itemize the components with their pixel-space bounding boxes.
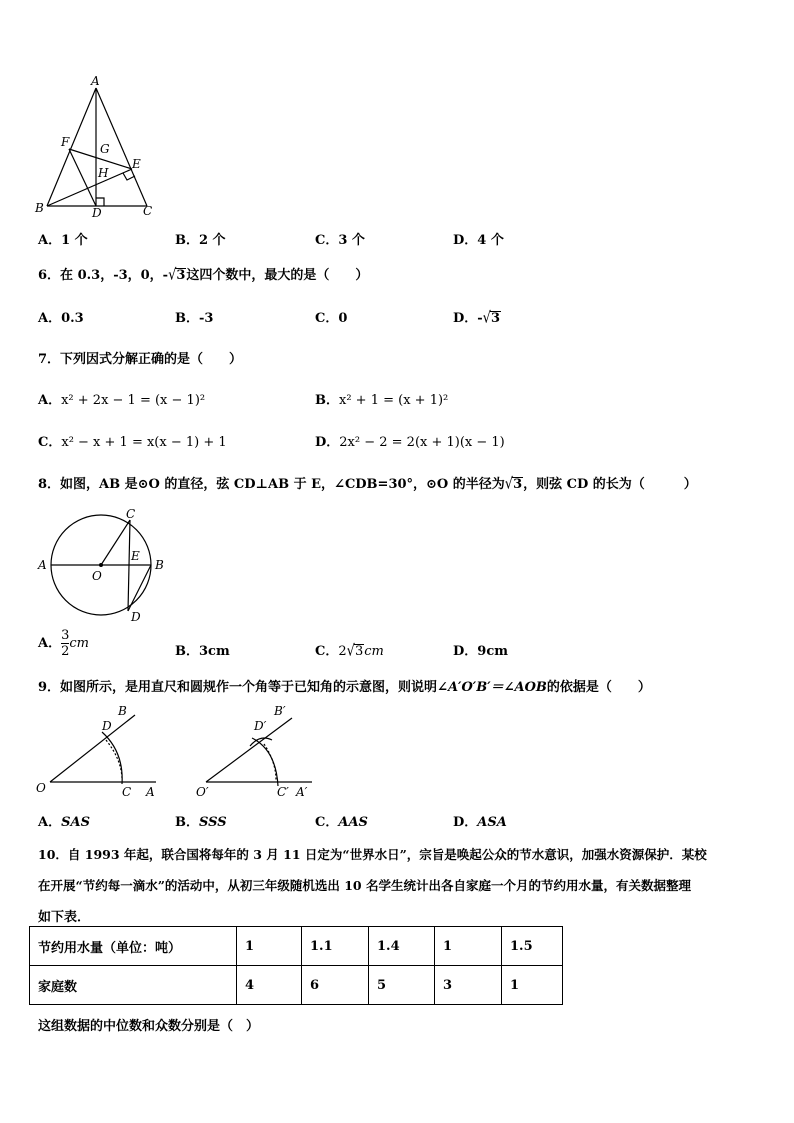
q6-option-d-prefix: D．- — [453, 311, 483, 326]
q8-sqrt-value: 3 — [513, 477, 523, 492]
table-cell: 1.4 — [369, 927, 435, 966]
circle-label-C: C — [126, 507, 136, 521]
table-row — [30, 927, 563, 966]
fig2-label-C: C′ — [277, 785, 289, 799]
q8-option-c-label: C． — [315, 644, 339, 659]
q6-sqrt-value: 3 — [176, 268, 186, 283]
q7-option-c[interactable] — [38, 431, 227, 450]
q7-option-c-expr: x² − x + 1 = x(x − 1) + 1 — [61, 435, 227, 450]
q9-option-c[interactable] — [315, 811, 368, 830]
table-cell: 1 — [237, 927, 302, 966]
q10-stem-line-3: 如下表． — [38, 910, 91, 925]
fig2-label-O: O′ — [196, 785, 209, 799]
point-label-H: H — [98, 166, 109, 180]
q7-option-c-label: C． — [38, 435, 62, 450]
q7-option-d[interactable] — [315, 431, 505, 450]
q9-option-d[interactable] — [453, 811, 507, 830]
q6-stem: 6．在 0.3，-3，0，-√3这四个数中，最大的是（ ） — [38, 266, 369, 285]
q6-option-c[interactable]: C．0 — [315, 311, 348, 326]
circle-label-B: B — [155, 558, 164, 572]
q7-option-a-expr: x² + 2x − 1 = (x − 1)² — [61, 393, 206, 408]
q6-stem-text-end: 这四个数中，最大的是（ ） — [186, 268, 369, 283]
q9-option-c-label: C． — [315, 815, 339, 830]
q6-option-a[interactable]: A．0.3 — [38, 311, 84, 326]
table-cell: 1 — [435, 927, 502, 966]
point-label-E: E — [132, 157, 141, 171]
q6-option-d[interactable]: D．-√3 — [453, 309, 501, 328]
q5-option-c[interactable]: C．3 个 — [315, 233, 365, 248]
q7-option-b[interactable] — [315, 389, 448, 408]
table-cell: 6 — [302, 966, 369, 1005]
table-row — [30, 966, 563, 1005]
fig1-label-A: A — [146, 785, 155, 799]
q8-option-c-coef: 2 — [338, 644, 347, 659]
q9-stem — [38, 676, 651, 695]
q8-option-a-unit: cm — [69, 636, 89, 651]
circle-label-A: A — [38, 558, 47, 572]
q9-option-b-value: SSS — [199, 815, 227, 830]
point-label-F: F — [61, 135, 70, 149]
q9-option-b-label: B． — [175, 815, 199, 830]
q7-stem: 7．下列因式分解正确的是（ ） — [38, 352, 243, 367]
circle-label-O: O — [92, 569, 102, 583]
table-cell: 5 — [369, 966, 435, 1005]
q9-option-a-label: A． — [38, 815, 62, 830]
q7-option-b-expr: x² + 1 = (x + 1)² — [339, 393, 449, 408]
q9-stem-math: ∠A′O′B′＝∠AOB — [437, 680, 547, 695]
table-cell: 1.1 — [302, 927, 369, 966]
q8-stem: 8．如图，AB 是⊙O 的直径，弦 CD⊥AB 于 E，∠CDB=30°，⊙O 的半径为√3，则弦 CD 的长为（ ） — [38, 475, 697, 494]
q10-stem-line-1: 10．自 1993 年起，联合国将每年的 3 月 11 日定为“世界水日”，宗旨是唤起公众的节水意识，加强水资源保护．某校 — [38, 847, 707, 862]
q6-option-b[interactable]: B．-3 — [175, 311, 214, 326]
circle-label-E: E — [131, 549, 140, 563]
q8-option-c[interactable]: C．2√3cm — [315, 642, 384, 661]
point-label-D: D — [92, 206, 102, 220]
q7-option-a-label: A． — [38, 393, 62, 408]
circle-figure — [30, 505, 175, 623]
water-saving-table — [29, 926, 563, 1005]
point-label-B: B — [35, 201, 44, 215]
q7-option-b-label: B． — [315, 393, 339, 408]
fig1-label-D: D — [102, 719, 112, 733]
q5-option-a[interactable]: A．1 个 — [38, 233, 88, 248]
point-label-G: G — [100, 142, 110, 156]
table-cell: 3 — [435, 966, 502, 1005]
q8-stem-text-end: ，则弦 CD 的长为（ ） — [523, 477, 697, 492]
q8-option-c-sqrt: 3 — [354, 644, 364, 659]
q5-option-b[interactable]: B．2 个 — [175, 233, 226, 248]
q9-option-d-value: ASA — [477, 815, 507, 830]
q9-stem-text: 9．如图所示，是用直尺和圆规作一个角等于已知角的示意图，则说明 — [38, 680, 438, 695]
triangle-figure — [30, 72, 160, 222]
fraction-numerator: 3 — [61, 628, 70, 643]
q6-stem-text: 6．在 0.3，-3，0，- — [38, 268, 169, 283]
q7-option-d-expr: 2x² − 2 = 2(x + 1)(x − 1) — [339, 435, 505, 450]
q9-stem-text-end: 的依据是（ ） — [546, 680, 651, 695]
q8-option-a[interactable] — [38, 628, 89, 659]
table-cell: 4 — [237, 966, 302, 1005]
table-header-cell: 家庭数 — [30, 966, 237, 1005]
q8-option-a-label: A． — [38, 636, 62, 651]
fig2-label-A: A′ — [296, 785, 308, 799]
q8-option-c-unit: cm — [364, 644, 384, 659]
table-cell: 1.5 — [502, 927, 563, 966]
fig1-label-C: C — [122, 785, 132, 799]
q5-option-d[interactable]: D．4 个 — [453, 233, 504, 248]
q9-option-c-value: AAS — [338, 815, 368, 830]
angle-construction-figure-1 — [30, 700, 165, 805]
q9-option-a-value: SAS — [61, 815, 90, 830]
q7-option-a[interactable] — [38, 389, 205, 408]
point-label-A: A — [91, 74, 100, 88]
q9-option-d-label: D． — [453, 815, 478, 830]
table-cell: 1 — [502, 966, 563, 1005]
q9-option-a[interactable] — [38, 811, 90, 830]
fraction-denominator: 2 — [61, 644, 70, 659]
angle-construction-figure-2 — [190, 700, 320, 805]
table-header-cell: 节约用水量（单位：吨） — [30, 927, 237, 966]
q8-option-d[interactable]: D．9cm — [453, 644, 508, 659]
q10-question: 这组数据的中位数和众数分别是（ ） — [38, 1019, 260, 1034]
fig2-label-D: D′ — [254, 719, 267, 733]
circle-label-D: D — [131, 610, 141, 623]
q9-option-b[interactable] — [175, 811, 227, 830]
q8-stem-text: 8．如图，AB 是⊙O 的直径，弦 CD⊥AB 于 E，∠CDB=30°，⊙O 的半径为 — [38, 477, 505, 492]
point-label-C: C — [143, 204, 153, 218]
q8-option-b[interactable]: B．3cm — [175, 644, 230, 659]
fig2-label-B: B′ — [274, 704, 286, 718]
q7-option-d-label: D． — [315, 435, 340, 450]
q6-option-d-sqrt: 3 — [490, 311, 501, 326]
q10-stem-line-2: 在开展“节约每一滴水”的活动中，从初三年级随机选出 10 名学生统计出各自家庭一个月的节约用水量，有关数据整理 — [38, 878, 691, 893]
fig1-label-O: O — [36, 781, 46, 795]
fig1-label-B: B — [118, 704, 127, 718]
